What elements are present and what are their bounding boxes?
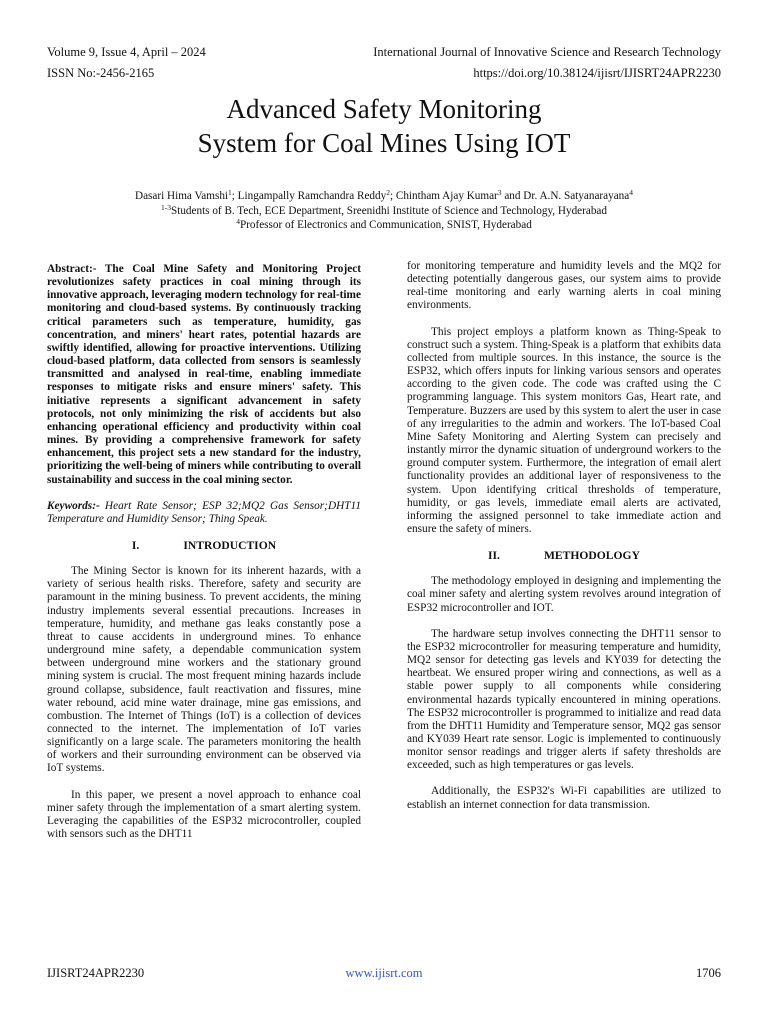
intro-paragraph-2-cont: for monitoring temperature and humidity levels and the MQ2 for detecting potentially dangerous gases, our system aims to provide real-time monitoring and early warning alerts in coal mining environments.	[407, 260, 721, 312]
author-3-sup: 3	[497, 188, 502, 197]
author-2: ; Lingampally Ramchandra Reddy	[231, 190, 387, 202]
author-1-sup: 1	[228, 188, 232, 197]
author-block	[0, 189, 768, 233]
affiliation-1	[0, 204, 768, 219]
method-paragraph-1: The methodology employed in designing and implementing the coal miner safety and alerting system revolves around integration of ESP32 microcontroller and IOT.	[407, 575, 721, 614]
keywords-label: Keywords:-	[47, 499, 100, 512]
header-doi[interactable]: https://doi.org/10.38124/ijisrt/IJISRT24APR2230	[473, 66, 721, 80]
footer-website-link[interactable]: www.ijisrt.com	[345, 966, 423, 980]
section-number: II.	[488, 549, 500, 563]
author-1: Dasari Hima Vamshi	[135, 190, 229, 202]
method-paragraph-2: The hardware setup involves connecting the DHT11 sensor to the ESP32 microcontroller for measuring temperature and humidity, MQ2 sensor for detecting gas levels and KY039 for detecting the heartbeat. We ensured proper wiring and connections, as well as a stable power supply to all components while considering environmental hazards typically encountered in mining operations. The ESP32 microcontroller is programmed to initialize and read data from the DHT11 Humidity and Temperature sensor, MQ2 gas sensor and KY039 Heart rate sensor. Logic is implemented to continuously monitor sensor readings and trigger alerts if safety thresholds are exceeded, such as high temperatures or gas levels.	[407, 627, 721, 772]
author-list	[0, 189, 768, 204]
section-heading-methodology	[407, 549, 721, 562]
right-column	[407, 260, 721, 812]
intro-paragraph-2: In this paper, we present a novel approach to enhance coal miner safety through the implementation of a smart alerting system. Leveraging the capabilities of the ESP32 microcontroller, coupled with sensors such as the DHT11	[47, 788, 361, 841]
author-4-sup: 4	[629, 188, 633, 197]
affiliation-2	[0, 218, 768, 233]
affiliation-1-text: Students of B. Tech, ECE Department, Sreenidhi Institute of Science and Technology, Hyderabad	[171, 204, 607, 217]
title-line-2: System for Coal Mines Using IOT	[197, 128, 571, 158]
method-paragraph-3: Additionally, the ESP32's Wi-Fi capabilities are utilized to establish an internet connection for data transmission.	[407, 785, 721, 811]
affiliation-1-sup: 1-3	[161, 202, 171, 212]
abstract: Abstract:- The Coal Mine Safety and Monitoring Project revolutionizes safety practices in coal mining through its innovative approach, leveraging modern technology for real-time monitoring and cloud-based systems. By continuously tracking critical parameters such as temperature, humidity, gas concentration, and miners' heart rates, potential hazards are swiftly identified, allowing for proactive interventions. Utilizing cloud-based platform, data collected from sensors is seamlessly transmitted and analysed in real-time, enabling immediate responses to mitigate risks and ensure miners' safety. This initiative represents a significant advancement in safety protocols, not only minimizing the risk of accidents but also enhancing operational efficiency and productivity within coal mines. By providing a comprehensive framework for safety enhancement, this project sets a new standard for the industry, prioritizing the well-being of miners while contributing to overall sustainability and success in the coal mining sector.	[47, 263, 361, 486]
author-3: ; Chintham Ajay Kumar	[389, 190, 498, 202]
footer-id: IJISRT24APR2230	[47, 966, 145, 980]
header-journal: International Journal of Innovative Science and Research Technology	[373, 45, 721, 59]
intro-paragraph-1: The Mining Sector is known for its inherent hazards, with a variety of serious health risks. Therefore, safety and security are paramount in the mining business. To prevent accidents, the mining industry implements several essential precautions. Increases in temperature, humidity, and methane gas leaks constantly pose a threat to cause accidents in underground mines. To enhance underground mine safety, a dependable communication system between underground mine workers and the stationary ground mining system is crucial. The most frequent mining hazards include ground collapse, subsidence, fault reactivation and fissures, mine water rebound, acid mine water drainage, mine gas emissions, and combustion. The Internet of Things (IoT) is a collection of devices connected to the internet. The implementation of IoT varies significantly on a large scale. The parameters monitoring the health of workers and their surrounding environment can be observed via IoT systems.	[47, 565, 361, 775]
paper-title	[0, 92, 768, 160]
section-title: METHODOLOGY	[543, 549, 640, 563]
intro-paragraph-3: This project employs a platform known as Thing-Speak to construct such a system. Thing-Speak is a platform that exhibits data collected from multiple sources. In this instance, the source is the ESP32, which offers inputs for linking various sensors and operates according to the given code. The code was crafted using the C programming language. This system monitors Gas, Heart rate, and Temperature. Buzzers are used by this system to alert the user in case of any irregularities to the admin and workers. The IoT-based Coal Mine Safety Monitoring and Alerting System can precisely and instantly mirror the dynamic situation of underground workers to the ground computer system. Furthermore, the integration of email alert functionality provides an additional layer of responsiveness to the system. Upon identifying critical thresholds of temperature, humidity, or gas levels, immediate email alerts are activated, informing the assigned personnel to take immediate action and ensure the safety of miners.	[407, 325, 721, 535]
author-4: and Dr. A.N. Satyanarayana	[501, 190, 630, 202]
section-heading-introduction	[47, 539, 361, 552]
footer-page-number: 1706	[696, 966, 721, 980]
left-column	[47, 263, 361, 841]
author-2-sup: 2	[386, 188, 390, 197]
header-volume: Volume 9, Issue 4, April – 2024	[47, 45, 206, 59]
keywords	[47, 500, 361, 526]
title-line-1: Advanced Safety Monitoring	[226, 94, 542, 124]
header-issn: ISSN No:-2456-2165	[47, 66, 155, 80]
keywords-text: Heart Rate Sensor; ESP 32;MQ2 Gas Sensor;DHT11 Temperature and Humidity Sensor; Thing Speak.	[47, 499, 361, 525]
section-number: I.	[131, 538, 140, 552]
section-title: INTRODUCTION	[183, 538, 277, 552]
affiliation-2-text: Professor of Electronics and Communication, SNIST, Hyderabad	[239, 219, 532, 231]
affiliation-2-sup: 4	[236, 217, 240, 226]
